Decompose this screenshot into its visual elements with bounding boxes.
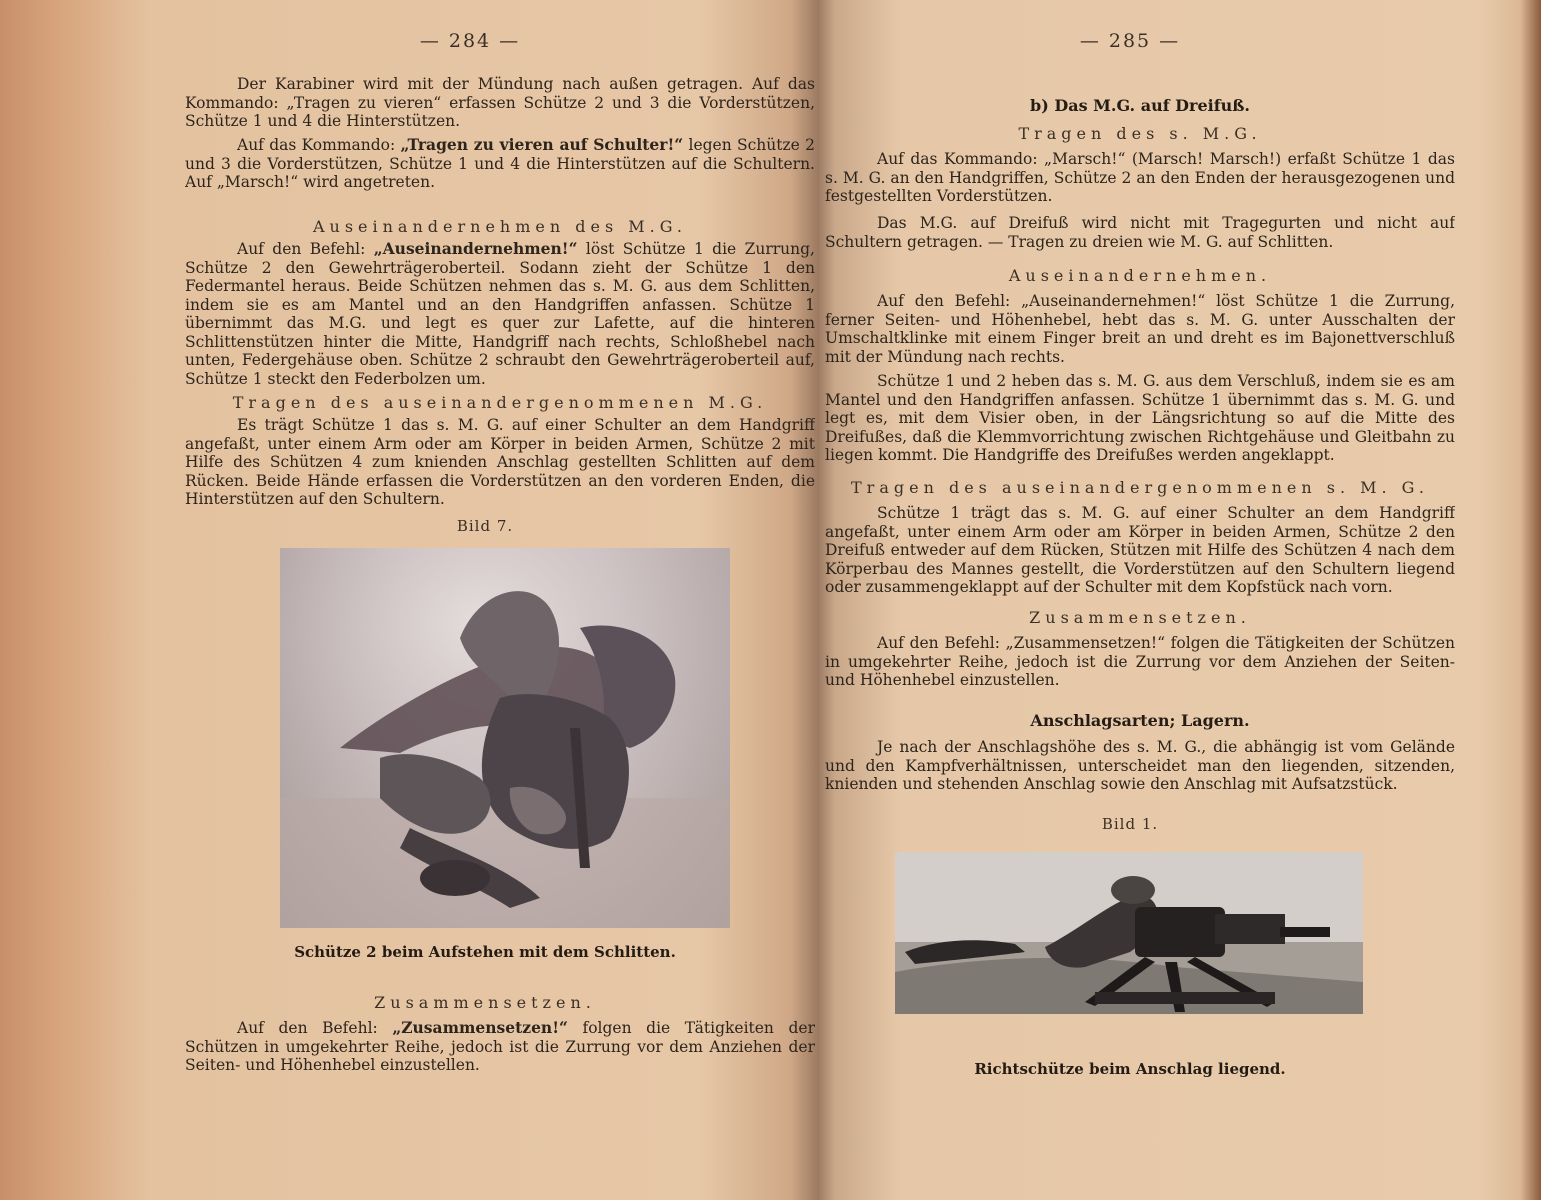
heading-carry-mg: Tragen des s. M.G. — [1018, 124, 1262, 143]
paragraph-disassemble-right: Auf den Befehl: „Auseinandernehmen!“ löst Schütze 1 die Zurrung, ferner Seiten- und Höhenhebel, hebt das s. M. G. unter Ausschalten der Umschaltklinke mit einem Finger breit an und dreht es im Bajonettverschluß mit der Mündung nach rechts. — [825, 292, 1455, 366]
heading-carry-disassembled-right: Tragen des auseinandergenommenen s. M. G. — [851, 478, 1429, 497]
heading-disassemble-right: Auseinandernehmen. — [1008, 266, 1272, 285]
figure-caption-1: Richtschütze beim Anschlag liegend. — [974, 1060, 1286, 1078]
paragraph-carbine: Der Karabiner wird mit der Mündung nach außen getragen. Auf das Kommando: „Tragen zu vieren“ erfassen Schütze 2 und 3 die Vorderstützen, Schütze 1 und 4 die Hinterstützen. — [185, 75, 815, 130]
figure-label-7: Bild 7. — [456, 517, 514, 535]
paragraph-carry-disassembled: Es trägt Schütze 1 das s. M. G. auf einer Schulter an dem Handgriff angefaßt, unter einem Arm oder am Körper in beiden Armen, Schütze 2 mit Hilfe des Schützen 4 zum knienden Anschlag gestellten Schlitten auf dem Rücken. Beide Hände erfassen die Vorderstützen an den vorderen Enden, die Hinterstützen auf den Schultern. — [185, 416, 815, 508]
photo-soldier-sled-image — [280, 548, 730, 928]
page-number-right: — 285 — — [1079, 30, 1181, 52]
paragraph-firing-positions: Je nach der Anschlagshöhe des s. M. G., die abhängig ist vom Gelände und den Kampfverhältnissen, unterscheidet man den liegenden, sitzenden, knienden und stehenden Anschlag sowie den Anschlag mit Aufsatzstück. — [825, 738, 1455, 793]
paragraph-assemble-right: Auf den Befehl: „Zusammensetzen!“ folgen die Tätigkeiten der Schützen in umgekehrter Reihe, jedoch ist die Zurrung vor dem Anziehen der Seiten- und Höhenhebel einzustellen. — [825, 634, 1455, 689]
paragraph-assemble: Auf den Befehl: „Zusammensetzen!“ folgen die Tätigkeiten der Schützen in umgekehrter Reihe, jedoch ist die Zurrung vor dem Anziehen der Seiten- und Höhenhebel einzustellen. — [185, 1018, 815, 1074]
heading-disassemble: Auseinandernehmen des M.G. — [312, 217, 688, 236]
section-title-tripod: b) Das M.G. auf Dreifuß. — [1030, 96, 1250, 115]
paragraph-carry-disassembled-right: Schütze 1 trägt das s. M. G. auf einer Schulter an dem Handgriff angefaßt, unter einem Arm oder am Körper in beiden Armen, Schütze 2 den Dreifuß entweder auf dem Rücken, Stützen mit Hilfe des Schützen 4 nach dem Körperbau des Mannes gestellt, die Vorderstützen auf den Schultern liegend oder zusammengeklappt auf der Schulter mit dem Kopfstück nach vorn. — [825, 504, 1455, 596]
heading-assemble: Zusammensetzen. — [374, 993, 596, 1012]
paragraph-march: Auf das Kommando: „Marsch!“ (Marsch! Marsch!) erfaßt Schütze 1 das s. M. G. an den Handgriffen, Schütze 2 an den Enden der herausgezogenen und festgestellten Vorderstützen. — [825, 150, 1455, 205]
left-page — [185, 0, 815, 1200]
figure-caption-7: Schütze 2 beim Aufstehen mit dem Schlitten. — [294, 943, 676, 961]
page-number-left: — 284 — — [419, 30, 521, 52]
paragraph-tripod-carry: Das M.G. auf Dreifuß wird nicht mit Tragegurten und nicht auf Schultern getragen. — Tragen zu dreien wie M. G. auf Schlitten. — [825, 214, 1455, 251]
photo-gunner-prone — [895, 852, 1363, 1014]
right-page — [825, 0, 1455, 1200]
photo-gunner-prone-image — [895, 852, 1363, 1014]
figure-label-1: Bild 1. — [1101, 815, 1159, 833]
photo-soldier-sled — [280, 548, 730, 928]
paragraph-carry-shoulder: Auf das Kommando: „Tragen zu vieren auf Schulter!“ legen Schütze 2 und 3 die Vorderstützen, Schütze 1 und 4 die Hinterstützen auf die Schultern. Auf „Marsch!“ wird angetreten. — [185, 135, 815, 191]
section-title-firing-positions: Anschlagsarten; Lagern. — [1030, 711, 1250, 730]
paragraph-lift: Schütze 1 und 2 heben das s. M. G. aus dem Verschluß, indem sie es am Mantel und den Handgriffen anfassen. Schütze 1 übernimmt das s. M. G. und legt es, mit dem Visier oben, in der Längsrichtung so auf die Mitte des Dreifußes, daß die Klemmvorrichtung zwischen Richtgehäuse und Gleitbahn zu liegen kommt. Die Handgriffe des Dreifußes werden angeklappt. — [825, 372, 1455, 464]
heading-assemble-right: Zusammensetzen. — [1029, 608, 1251, 627]
paragraph-disassemble: Auf den Befehl: „Auseinandernehmen!“ löst Schütze 1 die Zurrung, Schütze 2 den Gewehrträgeroberteil. Sodann zieht der Schütze 1 den Federmantel heraus. Beide Schützen nehmen das s. M. G. aus dem Schlitten, indem sie es am Mantel und an den Handgriffen anfassen. Schütze 1 übernimmt das M.G. und legt es quer zur Lafette, auf die hinteren Schlittenstützen hinter die Mitte, Handgriff nach rechts, Schloßhebel nach unten, Federgehäuse oben. Schütze 2 schraubt den Gewehrträgeroberteil auf, Schütze 1 steckt den Federbolzen um. — [185, 239, 815, 388]
heading-carry-disassembled: Tragen des auseinandergenommenen M.G. — [232, 393, 768, 412]
